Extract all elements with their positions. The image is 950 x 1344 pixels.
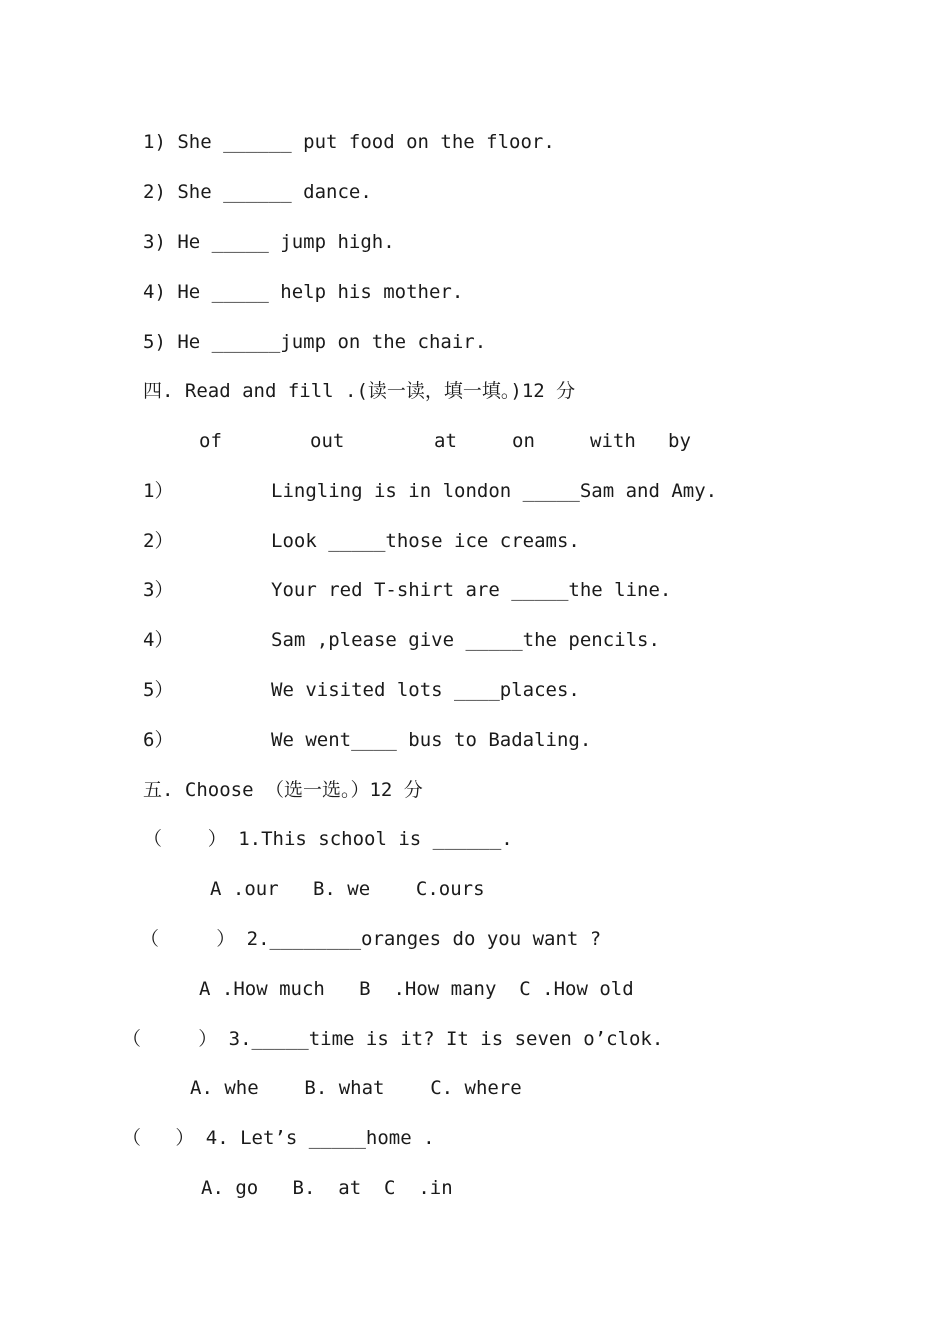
question-2-options: A .How much B .How many C .How old [199,978,634,1000]
fill-item-5-number: 5） [143,679,174,701]
fill-item-3-text: Your red T-shirt are _____the line. [271,579,672,601]
fill-item-4-text: Sam ,please give _____the pencils. [271,629,660,651]
fill-item-6-text: We went____ bus to Badaling. [271,729,592,751]
question-1-options: A .our B. we C.ours [210,878,485,900]
sentence-2: 2) She ______ dance. [143,181,372,203]
section-4-heading: 四. Read and fill .(读一读，填一填。)12 分 [143,380,576,402]
question-2-prompt: （ ） 2.________oranges do you want ? [140,928,602,950]
question-4-options: A. go B. at C .in [201,1177,453,1199]
word-bank-out: out [310,430,345,452]
fill-item-2-number: 2） [143,530,174,552]
fill-item-6-number: 6） [143,729,174,751]
sentence-3: 3) He _____ jump high. [143,231,395,253]
section-5-heading: 五. Choose （选一选。）12 分 [143,779,423,801]
word-bank-of: of [199,430,222,452]
question-3-prompt: （ ） 3._____time is it? It is seven o’clok. [122,1028,664,1050]
word-bank-at: at [434,430,457,452]
sentence-4: 4) He _____ help his mother. [143,281,464,303]
word-bank-on: on [512,430,535,452]
fill-item-3-number: 3） [143,579,174,601]
word-bank-by: by [668,430,691,452]
fill-item-1-number: 1） [143,480,174,502]
fill-item-2-text: Look _____those ice creams. [271,530,580,552]
word-bank-with: with [590,430,636,452]
fill-item-1-text: Lingling is in london _____Sam and Amy. [271,480,718,502]
fill-item-5-text: We visited lots ____places. [271,679,580,701]
question-1-prompt: （ ） 1.This school is ______. [143,828,513,850]
sentence-5: 5) He ______jump on the chair. [143,331,487,353]
fill-item-4-number: 4） [143,629,174,651]
sentence-1: 1) She ______ put food on the floor. [143,131,555,153]
question-4-prompt: （ ） 4. Let’s _____home . [122,1127,435,1149]
question-3-options: A. whe B. what C. where [190,1077,522,1099]
